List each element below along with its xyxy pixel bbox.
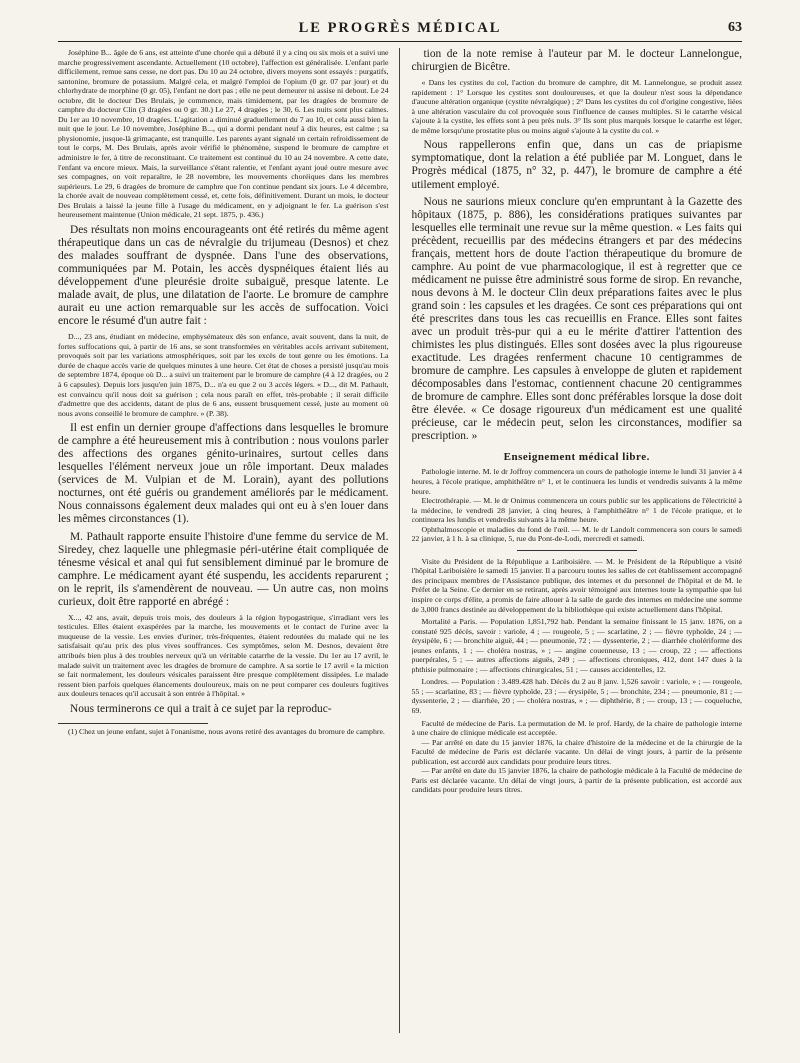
news-item: Mortalité a Paris. — Population 1,851,792 hab. Pendant la semaine finissant le 15 janv. 1876, on a constaté 925 décès, savoir : variole, 4 ; — rougeole, 5 ; — scarlatine, 2 ; — fièvre typhoïde, 24 ; — érysipèle, 6 ; — bronchite aiguë, 44 ; — pneumonie, 72 ; — dyssenterie, 2 ; — diarrhée cholériforme des jeunes enfants, 1 ; — choléra nostras, » ; — angine couenneuse, 13 ; — croup, 22 ; — affections puerpérales, 5 ; — autres affections aiguës, 249 ; — affections chroniques, 412, dont 147 dues à la phthisie pulmonaire ; — affections chirurgicales, 51 ; — causes accidentelles, 12.: [411, 617, 742, 674]
body-paragraph: Nous rappellerons enfin que, dans un cas de priapisme symptomatique, dont la relation a été publiée par M. Longuet, dans le Progrès médical (1875, n° 32, p. 447), le bromure de camphre a été utilement employé.: [411, 139, 742, 191]
body-paragraph: Nous ne saurions mieux conclure qu'en empruntant à la Gazette des hôpitaux (1875, p. 886), les considérations pratiques suivantes par lesquelles elle terminait une revue sur la même question. « Les faits qui précèdent, recueillis par des médecins étrangers et par des médecins français, mettent hors de doute l'action thérapeutique du bromure de camphre. Au point de vue pharmacologique, il est à regretter que ce médicament ne puisse être administré sous forme de sirop. En revanche, nous devons à M. le docteur Clin deux préparations faites avec le plus grand soin : les capsules et les dragées. Ce sont ces préparations qui ont été prescrites dans tous les cas recueillis en France. Elles sont faites avec un produit très-pur qui a eu le mérite d'attirer l'attention des chimistes les plus distingués. Elles sont dosées avec la plus rigoureuse exactitude. Les dragées renferment chacune 10 centigrammes de bromure de camphre. Les capsules à enveloppe de gluten et rapidement décomposables dans l'estomac, contiennent chacune 20 centigrammes de bromure de camphre. Elles sont donc préférables lorsque la dose doit être élevée. « Ce dosage rigoureux d'un médicament est une qualité précieuse, car le médecin peut, selon les circonstances, modifier sa prescription. »: [411, 195, 742, 443]
news-item: Londres. — Population : 3.489.428 hab. Décès du 2 au 8 janv. 1,526 savoir : variole, » ; — rougeole, 55 ; — scarlatine, 83 ; — fièvre typhoïde, 23 ; — érysipèle, 5 ; — bronchite, 234 ; — pneumonie, 81 ; — dyssenterie, 2 ; — diarrhée, 20 ; — choléra nostras, » ; — diphthérie, 8 ; — croup, 13 ; — coqueluche, 69.: [411, 677, 742, 716]
body-paragraph: Nous terminerons ce qui a trait à ce sujet par la reproduc-: [70, 702, 332, 715]
left-column: [58, 48, 400, 1033]
text-columns: [58, 48, 742, 1033]
case-observation-josephine: Joséphine B... âgée de 6 ans, est atteinte d'une chorée qui a débuté il y a cinq ou six mois et a suivi une marche progressivement ascendante. Actuellement (10 octobre), l'affection est généralisée. L'enfant parle difficilement, remue sans cesse, ne dort pas. Du 10 au 24 octobre, divers moyens sont essayés : purgatifs, santonine, bromure de potassium. Malgré cela, et malgré l'emploi de l'opium (0 gr. 07 par jour) et du chlorhydrate de morphine (0 gr. 05), l'enfant ne dort pas ; elle ne peut demeurer ni assise ni debout. Le 24 octobre, dit le docteur Des Brulais, je commence, mais timidement, par les dragées de bromure de camphre du docteur Clin (3 dragées ou 0 gr. 30.) Le 27, 4 dragées ; le 30, 6. Les nuits sont plus calmes. Du 1er au 10 novembre, 10 dragées. L'agitation a diminué graduellement du 7 au 10, et cela aussi bien la nuit que le jour. Le 10 novembre, Joséphine B..., qui a dormi pendant neuf à dix heures, est calme ; sa physionomie, jusque-là grimaçante, est tranquille. Les parents ayant signalé un certain refroidissement de tout le corps, M. Des Brulais, après avoir vérifié le phénomène, suspend le bromure de camphre et administre le fer, à titre de reconstituant. Ce traitement est continué du 10 au 24 novembre. A cette date, l'enfant va encore mieux. Mais, la surveillance s'étant ralentie, et l'enfant ayant joué outre mesure avec ses compagnes, on voit reparaître, le 28 novembre, les mouvements choréiques dans les membres supérieurs. Le 29, 6 dragées de bromure de camphre que l'on continue pendant six jours. Le 4 décembre, la chorée avait de nouveau complètement cessé, et, cette fois, définitivement. Durant un mois, le docteur Des Brulais a laissé la jeune fille à l'usage du médicament, en y adjoignant le fer. La guérison s'est heureusement maintenue (Union médicale, 21 sept. 1875, p. 436.): [58, 48, 389, 220]
section-divider: [517, 550, 637, 551]
course-notice: Pathologie interne. M. le dr Joffroy commencera un cours de pathologie interne le lundi 31 janvier à 4 heures, à l'école pratique, amphithéâtre n° 1, et le continuera les lundis et vendredis suivants à la même heure.: [411, 467, 742, 496]
news-item: — Par arrêté en date du 15 janvier 1876, la chaire d'histoire de la médecine et de la chirurgie de la Faculté de médecine de Paris est déclarée vacante. Un délai de vingt jours, à partir de la présente publication, est accordé aux candidats pour produire leurs titres.: [411, 737, 742, 766]
course-notice: Electrothérapie. — M. le dr Onimus commencera un cours public sur les applications de l'électricité à la médecine, le vendredi 28 janvier, à cinq heures, à l'amphithéâtre n° 1 de l'école pratique, et le continuera les lundis et vendredis suivants à la même heure.: [411, 496, 742, 525]
news-item: Visite du Président de la République a Lariboisière. — M. le Président de la République a visité l'hôpital Lariboisière le samedi 15 janvier. Il a parcouru toutes les salles de cet établissement accompagné des principaux membres de l'Assistance publique, des internes et du personnel de l'hôpital et de M. le Préfet de la Seine. Ce dernier en se retirant, après avoir témoigné aux internes toute la sympathie que lui inspire ce corps d'élite, a promis de faire allouer à la salle de garde des internes en médecine une somme de 3,000 francs destinée au développement de la bibliothèque qui existe actuellement dans l'hôpital.: [411, 556, 742, 614]
case-observation-d: D..., 23 ans, étudiant en médecine, emphysémateux dès son enfance, avait souvent, dans la nuit, de fortes suffocations qui, à partir de 16 ans, se sont transformées en véritables accès arrivant subitement, provoqués soit par les variations atmosphériques, soit par les excès de tout genre ou les émotions. La durée de chaque accès varie de quelques minutes à une heure. Cet état de choses a persisté jusqu'au mois de septembre 1874, époque où D... a suivi un traitement par le bromure de camphre (4 à 12 dragées, ou 2 à 6 capsules). Depuis lors jusqu'en juin 1875, D... n'a eu que 2 ou 3 accès légers. « D..., dit M. Pathault, est convaincu qu'il nous doit sa guérison ; cela nous paraît en effet, très-probable ; il serait difficile d'admettre que des accidents, datant de plus de 6 ans, eussent brusquement cessé, juste au moment où nous avons conseillé le bromure de camphre. » (P. 38).: [58, 332, 389, 418]
footnote-rule: [58, 723, 208, 724]
section-heading: Enseignement médical libre.: [503, 451, 650, 464]
body-paragraph: tion de la note remise à l'auteur par M. le docteur Lannelongue, chirurgien de Bicêtre.: [411, 48, 742, 74]
right-column: [412, 48, 743, 1033]
body-paragraph: Des résultats non moins encourageants ont été retirés du même agent thérapeutique dans un cas de névralgie du trijumeau (Desnos) et chez des malades souffrant de dyspnée. Dans l'une des observations, communiquées par M. Potain, les accès dyspnéiques étaient liés au développement d'une pleurésie droite subaiguë, presque latente. Le malade avait, de plus, une dilatation de l'aorte. Le bromure de camphre aurait eu une action remarquable sur les accès de suffocation. Voici encore le résumé d'un autre fait :: [58, 223, 389, 328]
news-item: Faculté de médecine de Paris. La permutation de M. le prof. Hardy, de la chaire de pathologie interne à une chaire de clinique médicale est acceptée.: [411, 718, 742, 738]
quotation-lannelongue: « Dans les cystites du col, l'action du bromure de camphre, dit M. Lannelongue, se produit assez rapidement : 1° Lorsque les cystites sont douloureuses, et que la douleur n'est sous la dépendance d'aucune altération organique (cystite névralgique) ; 2° Dans les cystites du col d'origine congestive, liées à une altération vasculaire du col provoquée sous l'influence de causes multiples. Si le catarrhe vésical s'ajoute à la cystite, les effets sont à peu près nuls. 3° Ils sont plus marqués lorsque le catarrhe est léger, de même lorsqu'une prostatite plus ou moins aiguë s'ajoute à la cystite du col. »: [411, 78, 742, 135]
body-paragraph: Il est enfin un dernier groupe d'affections dans lesquelles le bromure de camphre a été heureusement mis à contribution : nous voulons parler des affections des organes génito-urinaires, surtout celles dans lesquelles l'élément nerveux joue un rôle important. Deux malades (services de M. Vulpian et de M. Lorain), ayant des pollutions nocturnes, ont été guéris ou grandement améliorés par le médicament. Nous connaissons également deux malades qui ont eu à s'en louer dans les mêmes circonstances (1).: [58, 422, 389, 526]
case-observation-x: X..., 42 ans, avait, depuis trois mois, des douleurs à la région hypogastrique, s'irradiant vers les testicules. Elles étaient exaspérées par la marche, les mouvements et le contact de l'urine avec la muqueuse de la vessie. Les envies d'uriner, très-fréquentes, étaient redoutées du malade qui ne les satisfaisait qu'au prix des plus vives souffrances. Ces symptômes, selon M. Desnos, devaient être attribués bien plus à des troubles nerveux qu'à un véritable catarrhe de la vessie. Du 1er au 17 avril, le malade suivit un traitement avec les dragées de bromure de camphre. A sa sortie le 17 avril « la miction se fait normalement, les douleurs vésicales paraissent être presque complètement dissipées. Le malade ressent bien parfois quelques élancements douloureux, mais on ne peut comparer ces douleurs fugitives aux douleurs tenaces qu'il accusait à son entrée à l'hôpital. »: [58, 612, 389, 699]
footnote: (1) Chez un jeune enfant, sujet à l'onanisme, nous avons retiré des avantages du bromure de camphre.: [68, 726, 385, 736]
running-head: [58, 20, 742, 42]
journal-title: LE PROGRÈS MÉDICAL: [298, 20, 502, 36]
body-paragraph: M. Pathault rapporte ensuite l'histoire d'une femme du service de M. Siredey, chez laquelle une phlegmasie péri-utérine était compliquée de ténesme vésical et anal qui fut sensiblement diminué par le bromure de camphre. Le médicament ayant été suspendu, les accidents reparurent ; on le reprit, ils s'amendèrent de nouveau. — Un autre cas, non moins curieux, doit être rapporté en abrégé :: [58, 530, 389, 608]
course-notice: Ophthalmoscopie et maladies du fond de l'œil. — M. le dr Landolt commencera son cours le samedi 22 janvier, à 1 h. à sa clinique, 5, rue du Pont-de-Lodi, mercredi et samedi.: [411, 524, 742, 544]
news-item: — Par arrêté en date du 15 janvier 1876, la chaire de pathologie médicale à la Faculté de médecine de Paris est déclarée vacante. Un délai de vingt jours, à partir de la présente publication, est accordé aux candidats pour produire leurs titres.: [411, 766, 742, 795]
page-number: 63: [728, 20, 742, 35]
